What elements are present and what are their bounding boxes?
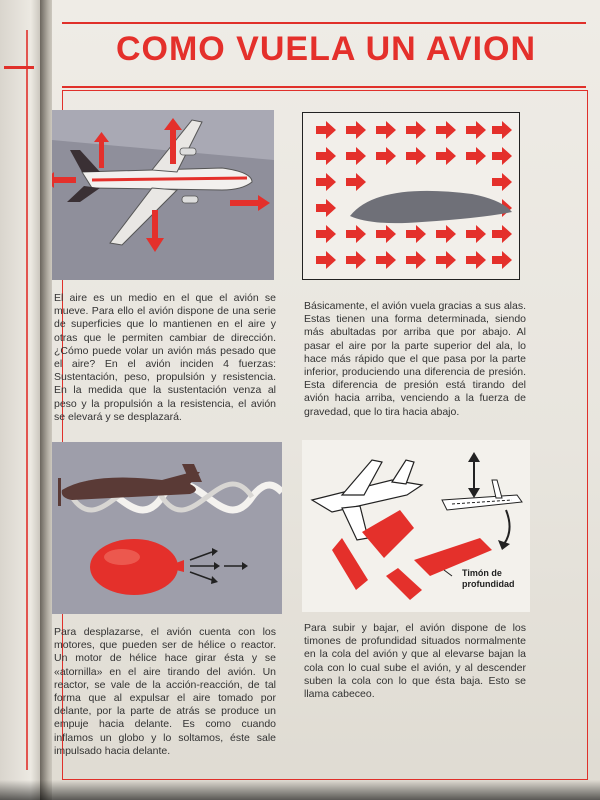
facing-page-edge [0, 0, 44, 800]
elevator-callout: Timón de profundidad [462, 568, 515, 589]
wing-text: Básicamente, el avión vuela gracias a sus alas. Estas tienen una forma determinada, siendo más abultadas por arriba que por abajo. Al pasar el aire por la parte superior del ala, lo hace más rápido que el que pasa por la parte inferior, produciendo una diferencia de presión. Esta diferencia de presión está tirando del avión hacia arriba, venciendo a la fuerza de gravedad, que lo tira hacia abajo. [304, 300, 526, 418]
page-shadow [0, 780, 600, 800]
forces-illustration [52, 110, 274, 280]
magazine-page [52, 0, 600, 800]
elevator-text: Para subir y bajar, el avión dispone de los timones de profundidad situados normalmente en la cola del avión y que al elevarse bajan la cola con lo cual sube el avión, y al descender suben la cola con lo que ésta baja. Esto se llama cabeceo. [304, 622, 526, 701]
title-rule-top [62, 22, 586, 24]
facing-page-border [26, 30, 28, 770]
page-title: COMO VUELA UN AVION [115, 30, 537, 68]
facing-page-rule [4, 66, 34, 69]
propulsion-illustration [52, 442, 282, 614]
wing-airflow-illustration [302, 112, 520, 280]
forces-text: El aire es un medio en el que el avión se mueve. Para ello el avión dispone de una serie de superficies que lo mantienen en el aire y otras que le permiten cambiar de dirección. ¿Cómo puede volar un avión más pesado que el aire? En el avión inciden 4 fuerzas: Sustentación, peso, propulsión y resistencia. En la medida que la sustentación venza al peso y la propulsión a la resistencia, el avión se elevará y se desplazará. [54, 292, 276, 423]
title-rule-bottom [62, 86, 586, 88]
propulsion-text: Para desplazarse, el avión cuenta con los motores, que pueden ser de hélice o reactor. Un motor de hélice hace girar ésta y se «atornilla» en el aire tirando del avión. Un reactor, se vale de la acción-reacción, de tal forma que al expulsar el aire tomado por delante, por la parte de atrás se produce un empuje hacia delante. Es como cuando inflamos un globo y lo soltamos, éste sale impulsado hacia delante. [54, 626, 276, 757]
